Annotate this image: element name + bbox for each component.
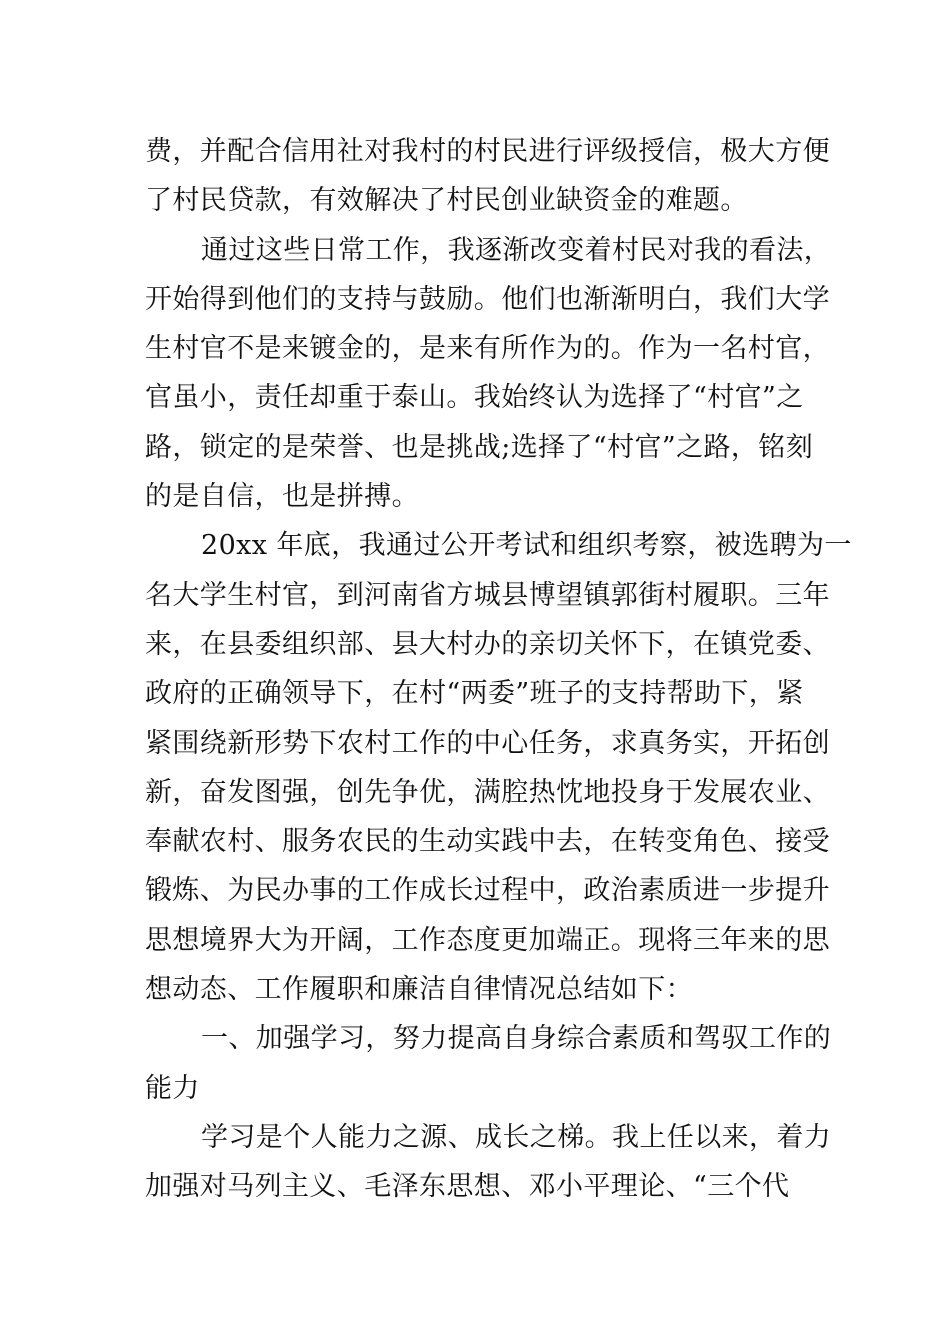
text-line: 来，在县委组织部、县大村办的亲切关怀下，在镇党委、 (145, 628, 830, 660)
text-line: 名大学生村官，到河南省方城县博望镇郭街村履职。三年 (145, 579, 830, 611)
text-line: 官虽小，责任却重于泰山。我始终认为选择了“村官”之 (145, 382, 804, 414)
text-line: 政府的正确领导下，在村“两委”班子的支持帮助下，紧 (145, 678, 804, 710)
text-line: 一、加强学习，努力提高自身综合素质和驾驭工作的 (201, 1023, 832, 1055)
text-line: 锻炼、为民办事的工作成长过程中，政治素质进一步提升 (145, 875, 830, 907)
text-line: 路，锁定的是荣誉、也是挑战;选择了“村官”之路，铭刻 (145, 431, 814, 463)
text-line: 能力 (145, 1072, 200, 1104)
text-line: 生村官不是来镀金的，是来有所作为的。作为一名村官， (145, 333, 830, 365)
text-line: 想动态、工作履职和廉洁自律情况总结如下： (145, 974, 693, 1006)
text-line: 加强对马列主义、毛泽东思想、邓小平理论、“三个代 (145, 1171, 790, 1203)
text-line: 了村民贷款，有效解决了村民创业缺资金的难题。 (145, 185, 748, 217)
text-line: 奉献农村、服务农民的生动实践中去，在转变角色、接受 (145, 826, 830, 858)
text-line: 通过这些日常工作，我逐渐改变着村民对我的看法， (201, 234, 832, 266)
text-line: 20xx 年底，我通过公开考试和组织考察，被选聘为一 (201, 530, 852, 562)
text-line: 开始得到他们的支持与鼓励。他们也渐渐明白，我们大学 (145, 283, 830, 315)
text-line: 的是自信，也是拼搏。 (145, 481, 419, 513)
text-line: 思想境界大为开阔，工作态度更加端正。现将三年来的思 (145, 924, 830, 956)
text-line: 新，奋发图强，创先争优，满腔热忱地投身于发展农业、 (145, 776, 830, 808)
text-line: 学习是个人能力之源、成长之梯。我上任以来，着力 (201, 1121, 832, 1153)
text-line: 费，并配合信用社对我村的村民进行评级授信，极大方便 (145, 136, 830, 167)
text-line: 紧围绕新形势下农村工作的中心任务，求真务实，开拓创 (145, 727, 830, 759)
document-body-text (145, 127, 852, 1212)
